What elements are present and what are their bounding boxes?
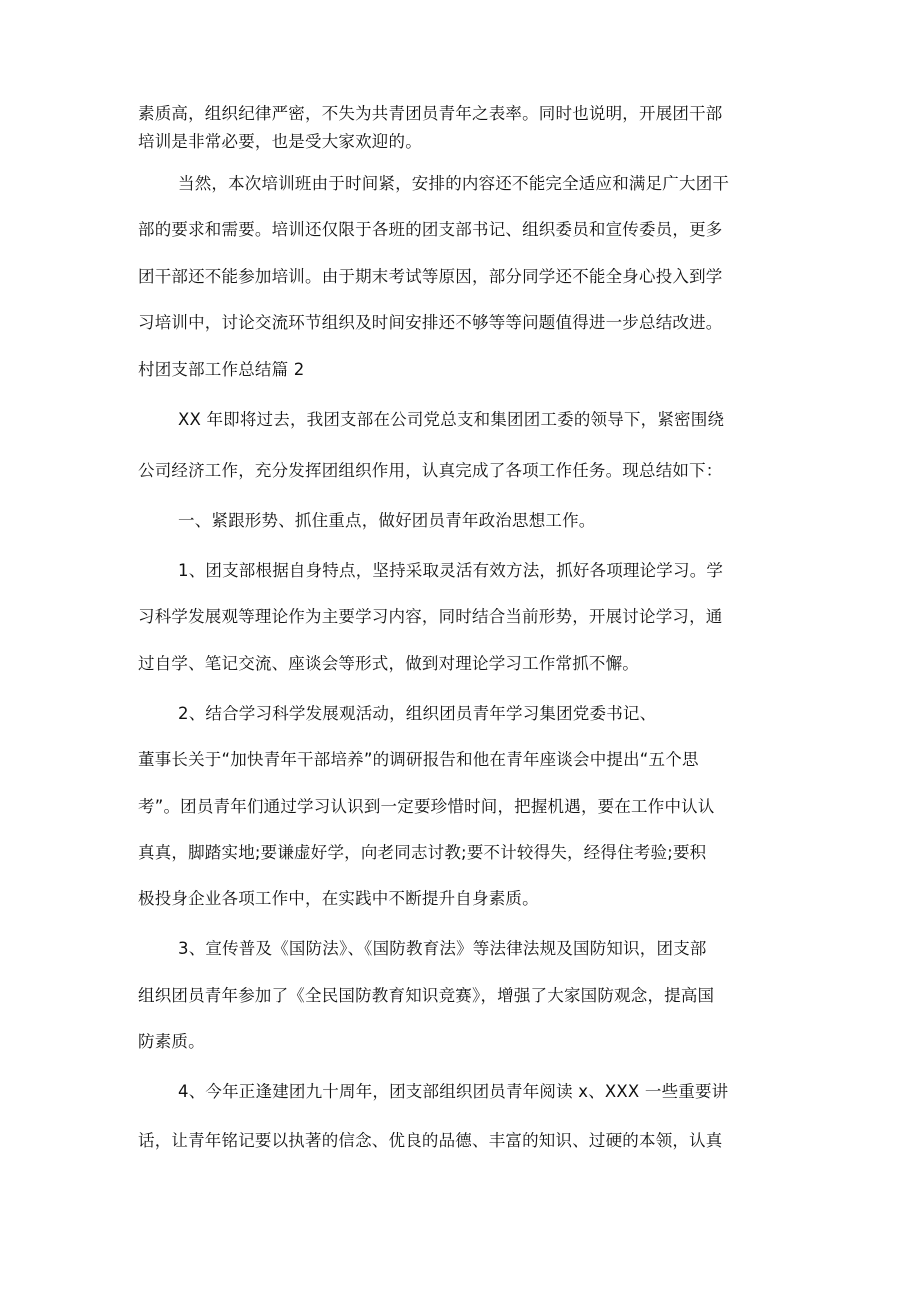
text-line: 董事长关于“加快青年干部培养”的调研报告和他在青年座谈会中提出“五个思 (138, 750, 699, 769)
paragraph-first-line: 3、宣传普及《国防法》、《国防教育法》等法律法规及国防知识，团支部 (178, 939, 707, 958)
text-line: 团干部还不能参加培训。由于期末考试等原因，部分同学还不能全身心投入到学 (138, 267, 723, 286)
paragraph-first-line: 1、团支部根据自身特点，坚持采取灵活有效方法，抓好各项理论学习。学 (178, 561, 724, 580)
text-line: 防素质。 (138, 1032, 205, 1051)
text-line: 话，让青年铭记要以执著的信念、优良的品德、丰富的知识、过硬的本领，认真 (138, 1131, 723, 1150)
text-line: 部的要求和需要。培训还仅限于各班的团支部书记、组织委员和宣传委员，更多 (138, 220, 723, 239)
text-line: 过自学、笔记交流、座谈会等形式，做到对理论学习工作常抓不懈。 (138, 654, 639, 673)
text-line: 真真，脚踏实地;要谦虚好学，向老同志讨教;要不计较得失，经得住考验;要积 (138, 843, 707, 862)
text-line: 组织团员青年参加了《全民国防教育知识竞赛》，增强了大家国防观念，提高国 (138, 986, 715, 1005)
section-heading: 村团支部工作总结篇 2 (138, 360, 305, 379)
text-line: 公司经济工作，充分发挥团组织作用，认真完成了各项工作任务。现总结如下： (138, 461, 723, 480)
paragraph-first-line: XX 年即将过去，我团支部在公司党总支和集团团工委的领导下，紧密围绕 (178, 410, 725, 429)
text-line: 习培训中，讨论交流环节组织及时间安排还不够等等问题值得进一步总结改进。 (138, 313, 723, 332)
subheading: 一、紧跟形势、抓住重点，做好团员青年政治思想工作。 (178, 511, 596, 530)
text-line: 习科学发展观等理论作为主要学习内容，同时结合当前形势，开展讨论学习，通 (138, 607, 723, 626)
paragraph-first-line: 2、结合学习科学发展观活动，组织团员青年学习集团党委书记、 (178, 704, 657, 723)
text-line: 素质高，组织纪律严密，不失为共青团员青年之表率。同时也说明，开展团干部 (138, 104, 723, 123)
text-line: 培训是非常必要，也是受大家欢迎的。 (138, 132, 422, 151)
paragraph-first-line: 当然，本次培训班由于时间紧，安排的内容还不能完全适应和满足广大团干 (178, 174, 730, 193)
text-line: 极投身企业各项工作中，在实践中不断提升自身素质。 (138, 889, 539, 908)
paragraph-first-line: 4、今年正逢建团九十周年，团支部组织团员青年阅读 x、XXX 一些重要讲 (178, 1082, 729, 1101)
text-line: 考”。团员青年们通过学习认识到一定要珍惜时间，把握机遇，要在工作中认认 (138, 797, 715, 816)
